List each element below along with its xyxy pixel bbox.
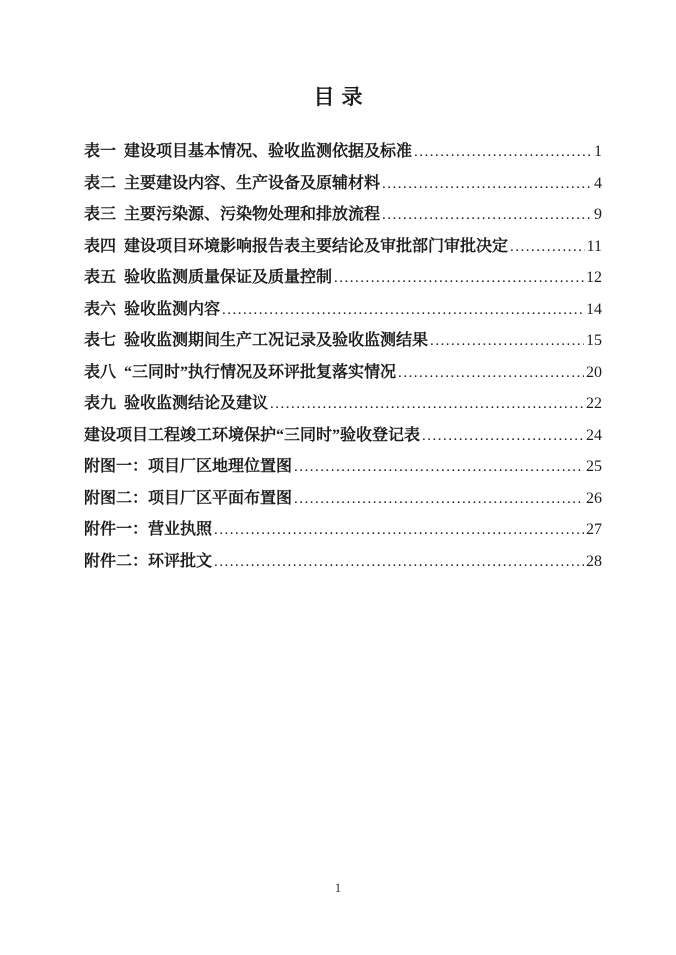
dot-leader bbox=[294, 451, 584, 484]
dot-leader bbox=[422, 420, 584, 453]
toc-entry-label: 附图二：项目厂区平面布置图 bbox=[84, 489, 293, 507]
dot-leader bbox=[334, 262, 584, 295]
toc-entry[interactable] bbox=[84, 420, 602, 452]
toc-entry[interactable] bbox=[84, 294, 602, 326]
toc-entry-page-number: 27 bbox=[586, 521, 602, 538]
toc-entry[interactable] bbox=[84, 199, 602, 231]
toc-entry[interactable] bbox=[84, 451, 602, 483]
dot-leader bbox=[510, 231, 585, 264]
toc-entry-page-number: 28 bbox=[586, 552, 602, 570]
toc-entry-label: 表一 建设项目基本情况、验收监测依据及标准 bbox=[84, 143, 413, 160]
dot-leader bbox=[382, 199, 592, 232]
toc-entry-label: 表三 主要污染源、污染物处理和排放流程 bbox=[84, 206, 381, 223]
toc-entry-page-number: 15 bbox=[586, 332, 602, 349]
toc-entry-page-number: 24 bbox=[586, 426, 602, 444]
toc-entry-label: 表八 “三同时”执行情况及环评批复落实情况 bbox=[84, 363, 397, 381]
toc-list bbox=[84, 136, 602, 577]
toc-entry-label: 表七 验收监测期间生产工况记录及验收监测结果 bbox=[84, 332, 429, 349]
page-title: 目录 bbox=[313, 85, 370, 109]
dot-leader bbox=[214, 514, 584, 547]
dot-leader bbox=[270, 388, 584, 421]
dot-leader bbox=[214, 546, 584, 579]
toc-entry[interactable] bbox=[84, 357, 602, 389]
toc-entry[interactable] bbox=[84, 483, 602, 515]
toc-entry-label: 附件二：环评批文 bbox=[84, 552, 213, 570]
toc-entry-label: 附件一：营业执照 bbox=[84, 521, 213, 538]
toc-entry-page-number: 20 bbox=[586, 363, 602, 381]
toc-entry-page-number: 1 bbox=[594, 143, 602, 160]
toc-entry[interactable] bbox=[84, 388, 602, 420]
toc-entry[interactable] bbox=[84, 325, 602, 357]
dot-leader bbox=[222, 294, 584, 327]
toc-entry[interactable] bbox=[84, 168, 602, 200]
dot-leader bbox=[398, 357, 584, 390]
toc-entry-label: 表五 验收监测质量保证及质量控制 bbox=[84, 269, 333, 286]
toc-entry-label: 表九 验收监测结论及建议 bbox=[84, 395, 269, 412]
dot-leader bbox=[414, 136, 592, 169]
toc-entry-label: 表二 主要建设内容、生产设备及原辅材料 bbox=[84, 174, 381, 192]
dot-leader bbox=[430, 325, 584, 358]
toc-entry-page-number: 26 bbox=[586, 489, 602, 507]
toc-entry[interactable] bbox=[84, 546, 602, 578]
toc-entry-page-number: 4 bbox=[594, 174, 602, 192]
dot-leader bbox=[382, 168, 592, 201]
toc-entry[interactable] bbox=[84, 231, 602, 263]
footer-page-number: 1 bbox=[334, 880, 342, 895]
toc-entry-page-number: 9 bbox=[594, 206, 602, 223]
dot-leader bbox=[294, 483, 584, 516]
toc-entry-page-number: 14 bbox=[586, 300, 602, 318]
toc-entry-label: 表六 验收监测内容 bbox=[84, 300, 221, 318]
toc-entry[interactable] bbox=[84, 514, 602, 546]
toc-entry-label: 表四 建设项目环境影响报告表主要结论及审批部门审批决定 bbox=[84, 237, 509, 255]
toc-entry-label: 附图一：项目厂区地理位置图 bbox=[84, 458, 293, 475]
toc-entry[interactable] bbox=[84, 262, 602, 294]
toc-entry-page-number: 12 bbox=[586, 269, 602, 286]
toc-entry-page-number: 22 bbox=[586, 395, 602, 412]
toc-entry-label: 建设项目工程竣工环境保护“三同时”验收登记表 bbox=[84, 426, 421, 444]
toc-entry-page-number: 11 bbox=[586, 237, 602, 255]
toc-entry[interactable] bbox=[84, 136, 602, 168]
toc-entry-page-number: 25 bbox=[586, 458, 602, 475]
